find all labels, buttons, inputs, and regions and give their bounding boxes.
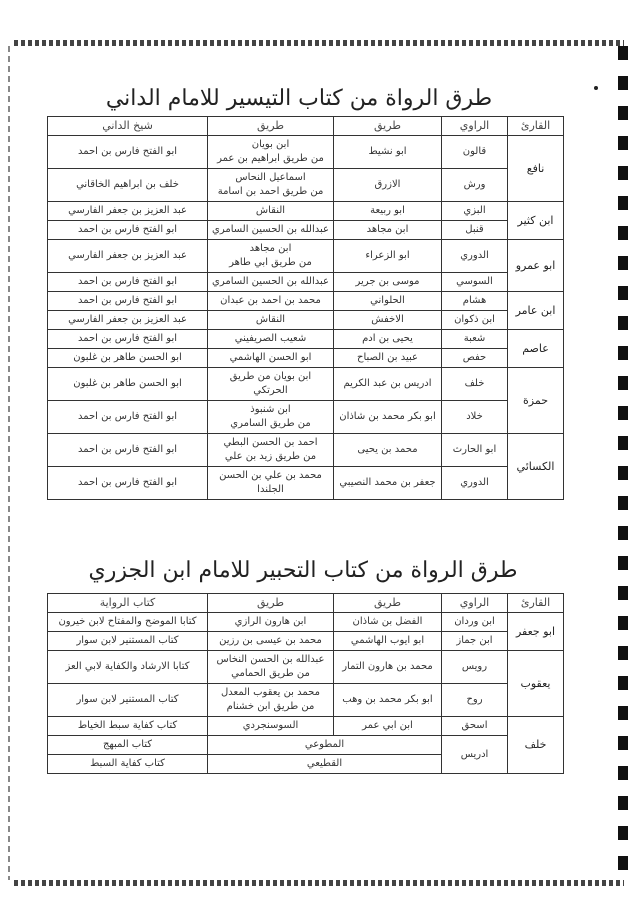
bottom-border-ornament — [14, 880, 624, 886]
tariq2-line: من طريق احمد بن اسامة — [217, 186, 324, 197]
rawi-cell: خلف — [442, 368, 508, 401]
tariq2-cell: ابن بويان من طريق الحرتكي — [208, 368, 334, 401]
rawi-cell: روح — [442, 684, 508, 717]
tariq1-cell: ابن ابي عمر — [334, 717, 442, 736]
tariq2-cell: النقاش — [208, 202, 334, 221]
shaykh-cell: ابو الفتح فارس بن احمد — [48, 136, 208, 169]
rawi-cell: ابو الحارث — [442, 434, 508, 467]
taysir-table — [47, 116, 564, 500]
tariq1-cell: الحلواني — [334, 292, 442, 311]
table-row — [48, 651, 564, 684]
table-row — [48, 330, 564, 349]
kitab-cell: كتابا الارشاد والكفاية لابي العز — [48, 651, 208, 684]
merged-tariq-cell: المطوعي — [208, 736, 442, 755]
tariq1-cell: ابو الزعراء — [334, 240, 442, 273]
rawi-cell: قالون — [442, 136, 508, 169]
tariq2-cell: عبدالله بن الحسين السامري — [208, 273, 334, 292]
shaykh-cell: ابو الفتح فارس بن احمد — [48, 292, 208, 311]
tariq2-line: من طريق السامري — [230, 418, 311, 429]
qari-cell: يعقوب — [508, 651, 564, 717]
shaykh-cell: ابو الفتح فارس بن احمد — [48, 273, 208, 292]
qari-cell: نافع — [508, 136, 564, 202]
shaykh-cell: ابو الفتح فارس بن احمد — [48, 330, 208, 349]
qari-cell: ابو جعفر — [508, 613, 564, 651]
tariq2-line: محمد بن يعقوب المعدل — [221, 687, 320, 698]
kitab-cell: كتابا الموضح والمفتاح لابن خيرون — [48, 613, 208, 632]
table-header-row — [48, 117, 564, 136]
rawi-cell: حفص — [442, 349, 508, 368]
kitab-cell: كتاب المستنير لابن سوار — [48, 632, 208, 651]
tariq1-cell: ادريس بن عبد الكريم — [334, 368, 442, 401]
rawi-cell: هشام — [442, 292, 508, 311]
tariq2-line: من طريق الحمامي — [231, 668, 310, 679]
table1-title: طرق الرواة من كتاب التيسير للامام الداني — [105, 86, 493, 111]
tariq2-cell — [208, 136, 334, 169]
qari-cell: خلف — [508, 717, 564, 774]
table-row — [48, 613, 564, 632]
tariq1-cell: الازرق — [334, 169, 442, 202]
tariq2-cell — [208, 434, 334, 467]
tariq2-line: ابن شنبوذ — [250, 404, 291, 415]
header-shaykh: شيخ الداني — [48, 117, 208, 136]
left-border-ornament — [8, 46, 10, 880]
header-tariq1: طريق — [334, 117, 442, 136]
tariq2-line: ابن بويان — [251, 139, 290, 150]
kitab-cell: كتاب المبهج — [48, 736, 208, 755]
tariq2-line: من طريق ابي طاهر — [229, 257, 312, 268]
tariq1-cell: الاخفش — [334, 311, 442, 330]
tahbir-table — [47, 593, 564, 774]
shaykh-cell: ابو الفتح فارس بن احمد — [48, 467, 208, 500]
tariq1-cell: ابو ربيعة — [334, 202, 442, 221]
header-qari: القارئ — [508, 594, 564, 613]
rawi-cell: ابن ذكوان — [442, 311, 508, 330]
table-row — [48, 736, 564, 755]
tariq2-line: عبدالله بن الحسن النخاس — [216, 654, 325, 665]
tariq2-cell: السوسنجردي — [208, 717, 334, 736]
rawi-cell: ابن جماز — [442, 632, 508, 651]
table-row — [48, 467, 564, 500]
tariq2-cell: عبدالله بن الحسين السامري — [208, 221, 334, 240]
tariq1-cell: ابن مجاهد — [334, 221, 442, 240]
shaykh-cell: عبد العزيز بن جعفر الفارسي — [48, 311, 208, 330]
rawi-cell: ادريس — [442, 736, 508, 774]
rawi-cell: رويس — [442, 651, 508, 684]
tariq2-line: الجلندا — [257, 484, 284, 495]
tariq2-cell — [208, 240, 334, 273]
qari-cell: حمزة — [508, 368, 564, 434]
table-row — [48, 202, 564, 221]
qari-cell: عاصم — [508, 330, 564, 368]
top-border-ornament — [14, 40, 624, 46]
tariq2-line: اسماعيل النحاس — [235, 172, 306, 183]
rawi-cell: ابن وردان — [442, 613, 508, 632]
kitab-cell: كتاب كفاية سبط الخياط — [48, 717, 208, 736]
tariq2-line: من طريق ابراهيم بن عمر — [217, 153, 324, 164]
qari-cell: الكسائي — [508, 434, 564, 500]
qari-cell: ابن كثير — [508, 202, 564, 240]
qari-cell: ابو عمرو — [508, 240, 564, 292]
rawi-cell: السوسي — [442, 273, 508, 292]
shaykh-cell: عبد العزيز بن جعفر الفارسي — [48, 240, 208, 273]
header-rawi: الراوي — [442, 594, 508, 613]
tariq2-line: من طريق زيد بن علي — [224, 451, 317, 462]
header-tariq2: طريق — [208, 117, 334, 136]
tariq1-cell: جعفر بن محمد النصيبي — [334, 467, 442, 500]
table-row — [48, 401, 564, 434]
table-row — [48, 632, 564, 651]
table-header-row — [48, 594, 564, 613]
tariq1-cell: محمد بن يحيى — [334, 434, 442, 467]
rawi-cell: خلاد — [442, 401, 508, 434]
table-row — [48, 368, 564, 401]
tariq2-cell: محمد بن عيسى بن رزين — [208, 632, 334, 651]
tariq2-cell — [208, 651, 334, 684]
header-qari: القارئ — [508, 117, 564, 136]
tariq2-cell: شعيب الصريفيني — [208, 330, 334, 349]
shaykh-cell: عبد العزيز بن جعفر الفارسي — [48, 202, 208, 221]
table-row — [48, 434, 564, 467]
table-row — [48, 684, 564, 717]
table-row — [48, 349, 564, 368]
tariq2-cell — [208, 684, 334, 717]
table-row — [48, 273, 564, 292]
tariq1-cell: ابو نشيط — [334, 136, 442, 169]
tariq2-line: محمد بن علي بن الحسن — [219, 470, 322, 481]
tariq1-cell: ابو بكر محمد بن شاذان — [334, 401, 442, 434]
rawi-cell: البزي — [442, 202, 508, 221]
table-row — [48, 240, 564, 273]
header-tariq1: طريق — [334, 594, 442, 613]
table-row — [48, 311, 564, 330]
tariq2-line: احمد بن الحسن البطي — [223, 437, 318, 448]
kitab-cell: كتاب كفاية السبط — [48, 755, 208, 774]
shaykh-cell: ابو الفتح فارس بن احمد — [48, 221, 208, 240]
tariq2-cell: ابو الحسن الهاشمي — [208, 349, 334, 368]
right-border-ornament — [618, 46, 628, 880]
table-row — [48, 292, 564, 311]
shaykh-cell: ابو الفتح فارس بن احمد — [48, 401, 208, 434]
rawi-cell: ورش — [442, 169, 508, 202]
shaykh-cell: ابو الحسن طاهر بن غلبون — [48, 349, 208, 368]
tariq2-cell: محمد بن احمد بن عبدان — [208, 292, 334, 311]
merged-tariq-cell: القطيعي — [208, 755, 442, 774]
rawi-cell: الدوري — [442, 467, 508, 500]
tariq2-cell: النقاش — [208, 311, 334, 330]
tariq1-cell: محمد بن هارون التمار — [334, 651, 442, 684]
rawi-cell: شعبة — [442, 330, 508, 349]
header-kitab: كتاب الرواية — [48, 594, 208, 613]
kitab-cell: كتاب المستنير لابن سوار — [48, 684, 208, 717]
tariq2-cell — [208, 467, 334, 500]
shaykh-cell: خلف بن ابراهيم الخاقاني — [48, 169, 208, 202]
rawi-cell: قنبل — [442, 221, 508, 240]
tariq2-line: ابن مجاهد — [249, 243, 292, 254]
tariq2-line: من طريق ابن خشنام — [226, 701, 315, 712]
table-row — [48, 717, 564, 736]
header-tariq2: طريق — [208, 594, 334, 613]
tariq2-cell — [208, 401, 334, 434]
tariq1-cell: الفضل بن شاذان — [334, 613, 442, 632]
tariq1-cell: ابو ايوب الهاشمي — [334, 632, 442, 651]
tariq2-cell: ابن هارون الرازي — [208, 613, 334, 632]
tariq1-cell: موسى بن جرير — [334, 273, 442, 292]
tariq2-cell — [208, 169, 334, 202]
qari-cell: ابن عامر — [508, 292, 564, 330]
table-row — [48, 136, 564, 169]
rawi-cell: اسحق — [442, 717, 508, 736]
shaykh-cell: ابو الفتح فارس بن احمد — [48, 434, 208, 467]
table2-title: طرق الرواة من كتاب التحبير للامام ابن الجزري — [88, 558, 518, 583]
table-row — [48, 221, 564, 240]
tariq1-cell: يحيى بن ادم — [334, 330, 442, 349]
shaykh-cell: ابو الحسن طاهر بن غلبون — [48, 368, 208, 401]
rawi-cell: الدوري — [442, 240, 508, 273]
tariq1-cell: ابو بكر محمد بن وهب — [334, 684, 442, 717]
header-rawi: الراوي — [442, 117, 508, 136]
table-row — [48, 169, 564, 202]
tariq1-cell: عبيد بن الصباح — [334, 349, 442, 368]
